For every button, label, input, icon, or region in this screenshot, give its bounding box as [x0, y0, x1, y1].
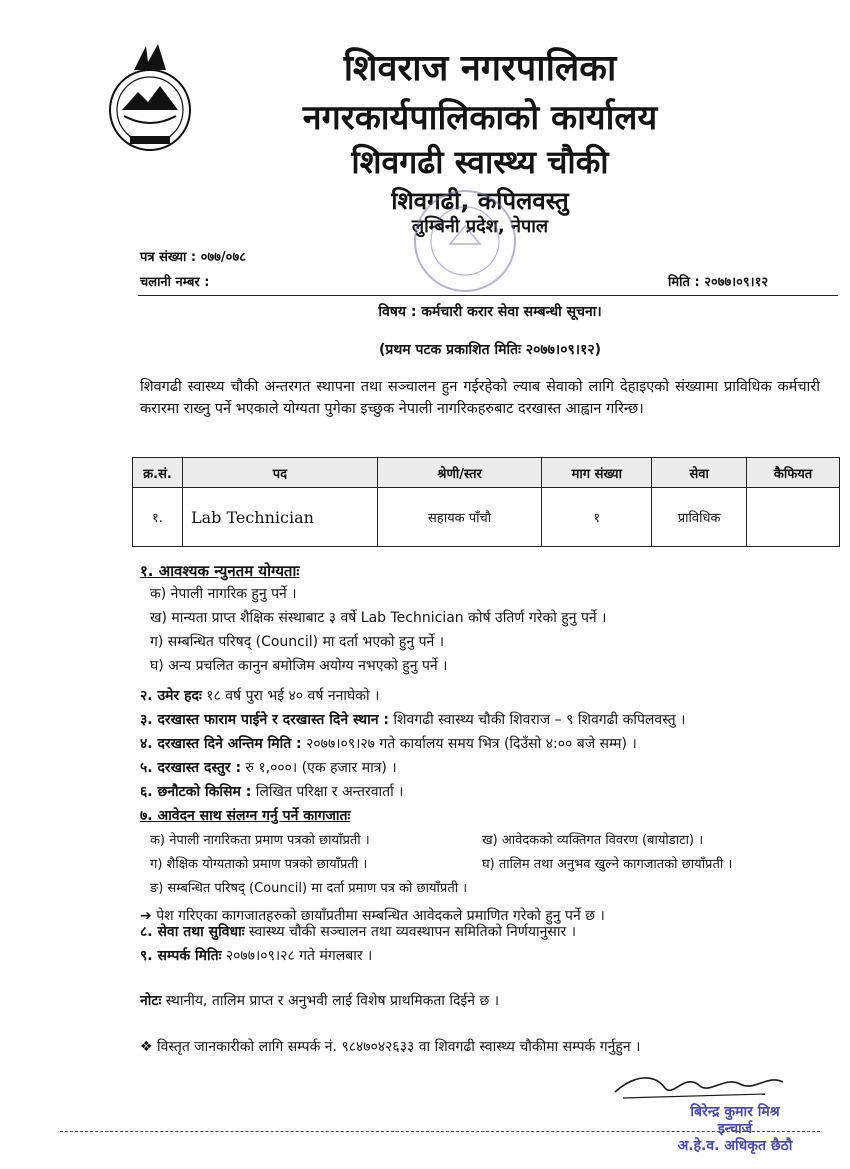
footnote-text: स्थानीय, तालिम प्राप्त र अनुभवी लाई विशेष प्राथमिकता दिईने छ । — [165, 993, 500, 1009]
signatory-block — [660, 1104, 810, 1155]
table-header-row — [133, 458, 840, 488]
col-count: माग संख्या — [542, 458, 652, 488]
col-service: सेवा — [652, 458, 747, 488]
col-post: पद — [182, 458, 377, 488]
document-item: क) नेपाली नागरिकता प्रमाण पत्रको छायाँप्रती । — [150, 833, 370, 848]
signatory-designation: अ.हे.व. अधिकृत छैठौ — [677, 1138, 793, 1154]
health-post-title: शिवगढी स्वास्थ्य चौकी — [351, 143, 609, 181]
detail-value: रु १,०००। (एक हजार मात्र) । — [245, 760, 397, 776]
footnote — [140, 991, 499, 1010]
footer-dashed-divider — [60, 1131, 820, 1132]
diamond-bullet-icon: ❖ — [140, 1039, 153, 1055]
contact-info — [140, 1037, 640, 1056]
dispatch-number — [140, 272, 209, 290]
qualification-item: ख) मान्यता प्राप्त शैक्षिक संस्थाबाट ३ वर्षे Lab Technician कोर्ष उतिर्ण गरेको हुनु पर्ने । — [150, 610, 607, 626]
detail-place — [140, 710, 685, 729]
document-item: ग) शैक्षिक योग्यताको प्रमाण पत्रको छायाँप्रती । — [150, 857, 368, 872]
detail-label: ३. दरखास्त फाराम पाईने र दरखास्त दिने स्थान : — [140, 712, 389, 728]
cell-post: Lab Technician — [182, 488, 377, 547]
signatory-name: बिरेन्द्र कुमार मिश्र — [690, 1104, 780, 1120]
qualification-item: क) नेपाली नागरिक हुनु पर्ने । — [150, 586, 297, 602]
col-remarks: कैफियत — [747, 458, 840, 488]
document-item: घ) तालिम तथा अनुभव खुल्ने कागजातको छायाँप्रती । — [482, 857, 733, 872]
letter-number-label: पत्र संख्या : — [140, 250, 197, 265]
col-serial: क्र.सं. — [133, 458, 183, 488]
table-row — [133, 488, 840, 547]
notice-date-label: मिति : — [668, 275, 700, 290]
signature-scribble — [605, 1062, 795, 1104]
cell-remarks — [747, 488, 840, 547]
extra-label: ९. सम्पर्क मितिः — [140, 948, 222, 964]
qualification-item: घ) अन्य प्रचलित कानुन बमोजिम अयोग्य नभएको हुनु पर्ने । — [150, 658, 448, 674]
detail-label: ५. दरखास्त दस्तुर : — [140, 760, 242, 776]
document-item: ख) आवेदकको व्यक्तिगत विवरण (बायोडाटा) । — [482, 833, 704, 848]
contact-text: विस्तृत जानकारीको लागि सम्पर्क नं. ९८४७०४२६३३ वा शिवगढी स्वास्थ्य चौकीमा सम्पर्क गर्नुहुन । — [157, 1039, 641, 1055]
header-divider — [138, 295, 838, 296]
detail-value: लिखित परिक्षा र अन्तरवार्ता । — [255, 784, 404, 800]
detail-label: २. उमेर हदः — [140, 688, 202, 704]
cell-serial: १. — [133, 488, 183, 547]
cell-level: सहायक पाँचौ — [377, 488, 542, 547]
footnote-label: नोटः — [140, 993, 162, 1009]
extra-contact-date — [140, 946, 372, 965]
cell-count: १ — [542, 488, 652, 547]
detail-value: २०७७।०९।२७ गते कार्यालय समय भित्र (दिउँसो ४:०० बजे सम्म) । — [306, 736, 637, 752]
intro-paragraph: शिवगढी स्वास्थ्य चौकी अन्तरगत स्थापना तथा सञ्चालन हुन गईरहेको ल्याब सेवाको लागि देहाइएको संख्यामा प्राविधिक कर्मचारी करारमा राख्नु पर्ने भएकाले योग्यता पुगेका इच्छुक नेपाली नागरिकहरुबाट दरखास्त आह्वान गरिन्छ। — [140, 379, 820, 417]
dispatch-number-label: चलानी नम्बर : — [140, 275, 210, 290]
address-line-1: शिवगढी, कपिलवस्तु — [391, 187, 569, 215]
government-emblem — [100, 40, 200, 160]
letter-number — [140, 247, 246, 265]
extra-value: २०७७।०९।२८ गते मंगलबार । — [225, 948, 373, 964]
cell-service: प्राविधिक — [652, 488, 747, 547]
office-stamp — [410, 186, 520, 296]
documents-note-text: पेश गरिएका कागजातहरुको छायाँप्रतीमा सम्बन्धित आवेदकले प्रमाणित गरेको हुनु पर्ने छ । — [156, 908, 605, 924]
detail-value: शिवगढी स्वास्थ्य चौकी शिवराज – ९ शिवगढी कपिलवस्तु । — [393, 712, 686, 728]
notice-date-value: २०७७।०९।१२ — [704, 275, 769, 290]
detail-fee — [140, 758, 397, 777]
notice-subject: विषय : कर्मचारी करार सेवा सम्बन्धी सूचना। — [378, 304, 602, 320]
detail-selection — [140, 782, 403, 801]
detail-label: ४. दरखास्त दिने अन्तिम मिति : — [140, 736, 302, 752]
signatory-title: इन्चार्ज — [717, 1121, 753, 1137]
extra-value: स्वास्थ्य चौकी सञ्चालन तथा व्यवस्थापन समितिको निर्णयानुसार । — [249, 924, 577, 940]
notice-date — [668, 272, 768, 290]
detail-value: १८ वर्ष पुरा भई ४० वर्ष ननाघेको । — [206, 688, 380, 704]
municipality-title: शिवराज नगरपालिका — [343, 48, 617, 89]
qualification-heading: १. आवश्यक न्युनतम योग्यताः — [140, 562, 300, 580]
extra-label: ८. सेवा तथा सुविधाः — [140, 924, 245, 940]
qualification-item: ग) सम्बन्धित परिषद् (Council) मा दर्ता भएको हुनु पर्ने । — [150, 634, 445, 650]
address-line-2: लुम्बिनी प्रदेश, नेपाल — [411, 216, 549, 237]
detail-label: ६. छनौटको किसिम : — [140, 784, 252, 800]
extra-facilities — [140, 922, 576, 941]
document-item: ङ) सम्बन्धित परिषद् (Council) मा दर्ता प्रमाण पत्र को छायाँप्रती । — [150, 881, 468, 896]
vacancy-table — [132, 457, 840, 547]
letter-number-value: ०७७/०७८ — [200, 250, 246, 265]
arrow-right-icon: ➔ — [140, 908, 152, 924]
documents-heading: ७. आवेदन साथ संलग्न गर्नु पर्ने कागजातः — [140, 808, 351, 824]
col-level: श्रेणी/स्तर — [377, 458, 542, 488]
detail-deadline — [140, 734, 637, 753]
office-title: नगरकार्यपालिकाको कार्यालय — [302, 98, 658, 138]
published-date: (प्रथम पटक प्रकाशित मितिः २०७७।०९।१२) — [378, 342, 602, 358]
detail-age — [140, 686, 379, 705]
